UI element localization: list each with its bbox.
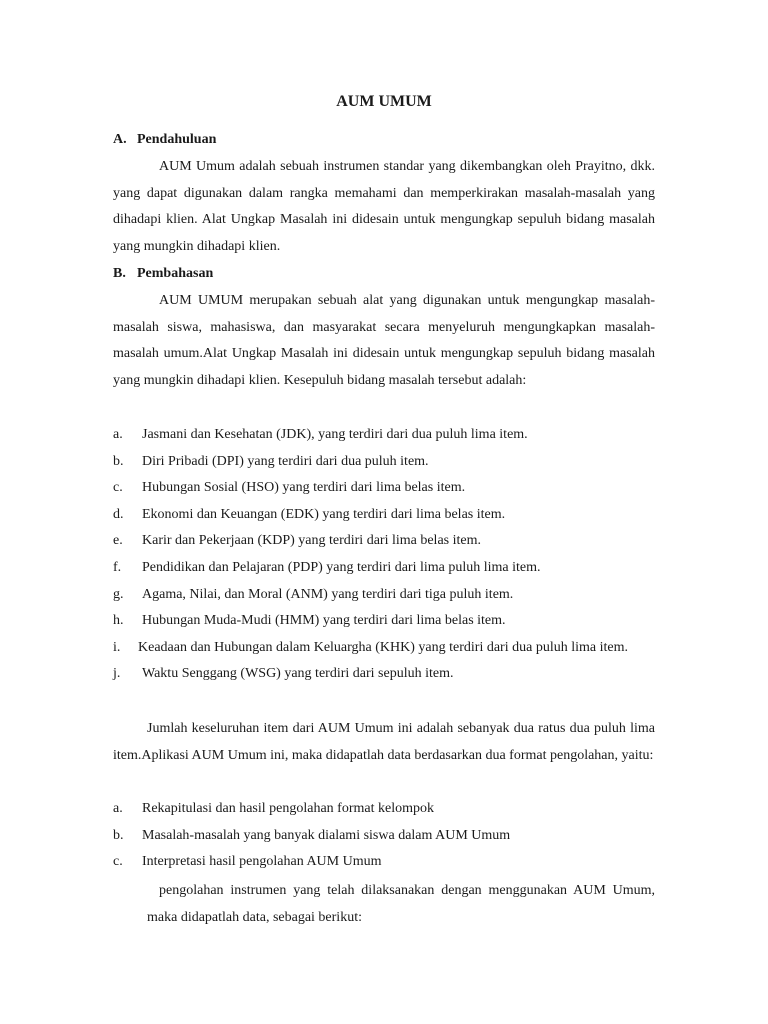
list-item <box>113 528 655 555</box>
closing-text: pengolahan instrumen yang telah dilaksanakan dengan menggunakan AUM Umum, maka didapatlah data, sebagai berikut: <box>147 883 655 925</box>
document-title: AUM UMUM <box>336 93 432 110</box>
list-item <box>113 502 655 529</box>
closing-paragraph <box>147 877 655 931</box>
summary-text: Jumlah keseluruhan item dari AUM Umum ini adalah sebanyak dua ratus dua puluh lima item.Aplikasi AUM Umum ini, maka didapatlah data berdasarkan dua format pengolahan, yaitu: <box>113 721 655 763</box>
list-item-text: Rekapitulasi dan hasil pengolahan format kelompok <box>142 801 434 816</box>
problem-areas-list <box>113 422 655 688</box>
list-item <box>113 608 655 635</box>
list-item <box>113 555 655 582</box>
section-a-letter: A. <box>113 132 127 147</box>
summary-paragraph <box>113 716 655 769</box>
list-marker: g. <box>113 586 124 602</box>
list-item-text: Jasmani dan Kesehatan (JDK), yang terdiri dari dua puluh lima item. <box>142 427 528 442</box>
list-item <box>113 422 655 449</box>
format-list <box>113 796 655 876</box>
list-marker: a. <box>113 427 123 442</box>
section-b-heading <box>113 266 213 282</box>
section-b-paragraph <box>113 288 655 394</box>
list-item <box>113 823 655 850</box>
list-marker: j. <box>113 666 121 682</box>
list-marker: c. <box>113 854 123 870</box>
list-marker: b. <box>113 453 124 469</box>
list-item-text: Waktu Senggang (WSG) yang terdiri dari sepuluh item. <box>142 666 454 682</box>
list-item-text: Masalah-masalah yang banyak dialami siswa dalam AUM Umum <box>142 827 511 843</box>
list-marker: c. <box>113 480 123 496</box>
list-item <box>113 661 655 688</box>
list-item <box>113 635 655 662</box>
list-item <box>113 449 655 476</box>
list-marker: i. <box>113 639 121 655</box>
list-item <box>113 796 655 823</box>
list-marker: d. <box>113 506 124 522</box>
section-b-title: Pembahasan <box>137 266 214 281</box>
section-a-title: Pendahuluan <box>137 132 217 147</box>
section-b-text: AUM UMUM merupakan sebuah alat yang digunakan untuk mengungkap masalah-masalah siswa, mahasiswa, dan masyarakat secara menyeluruh mengungkapkan masalah-masalah umum.Alat Ungkap Masalah ini didesain untuk mengungkap sepuluh bidang masalah yang mungkin dihadapi klien. Kesepuluh bidang masalah tersebut adalah: <box>113 293 655 388</box>
list-marker: a. <box>113 801 123 816</box>
list-item-text: Ekonomi dan Keuangan (EDK) yang terdiri dari lima belas item. <box>142 506 506 522</box>
section-a-text: AUM Umum adalah sebuah instrumen standar yang dikembangkan oleh Prayitno, dkk. yang dapat digunakan dalam rangka memahami dan memperkirakan masalah-masalah yang dihadapi klien. Alat Ungkap Masalah ini didesain untuk mengungkap sepuluh bidang masalah yang mungkin dihadapi klien. <box>113 159 655 254</box>
list-marker: f. <box>113 559 122 575</box>
list-item-text: Agama, Nilai, dan Moral (ANM) yang terdiri dari tiga puluh item. <box>142 586 514 602</box>
list-item-text: Pendidikan dan Pelajaran (PDP) yang terdiri dari lima puluh lima item. <box>142 559 541 575</box>
list-item <box>113 475 655 502</box>
list-marker: e. <box>113 533 123 549</box>
section-b-letter: B. <box>113 266 126 281</box>
list-item-text: Hubungan Sosial (HSO) yang terdiri dari lima belas item. <box>142 480 466 496</box>
list-item-text: Diri Pribadi (DPI) yang terdiri dari dua puluh item. <box>142 453 429 469</box>
section-a-heading <box>113 132 216 148</box>
list-item-text: Karir dan Pekerjaan (KDP) yang terdiri dari lima belas item. <box>142 533 481 549</box>
list-item-text: Hubungan Muda-Mudi (HMM) yang terdiri dari lima belas item. <box>142 613 506 629</box>
list-item-text: Keadaan dan Hubungan dalam Keluargha (KHK) yang terdiri dari dua puluh lima item. <box>138 639 628 655</box>
list-marker: h. <box>113 613 124 629</box>
list-marker: b. <box>113 827 124 843</box>
list-item <box>113 582 655 609</box>
list-item-text: Interpretasi hasil pengolahan AUM Umum <box>142 854 382 870</box>
list-item <box>113 849 655 876</box>
section-a-paragraph <box>113 154 655 260</box>
